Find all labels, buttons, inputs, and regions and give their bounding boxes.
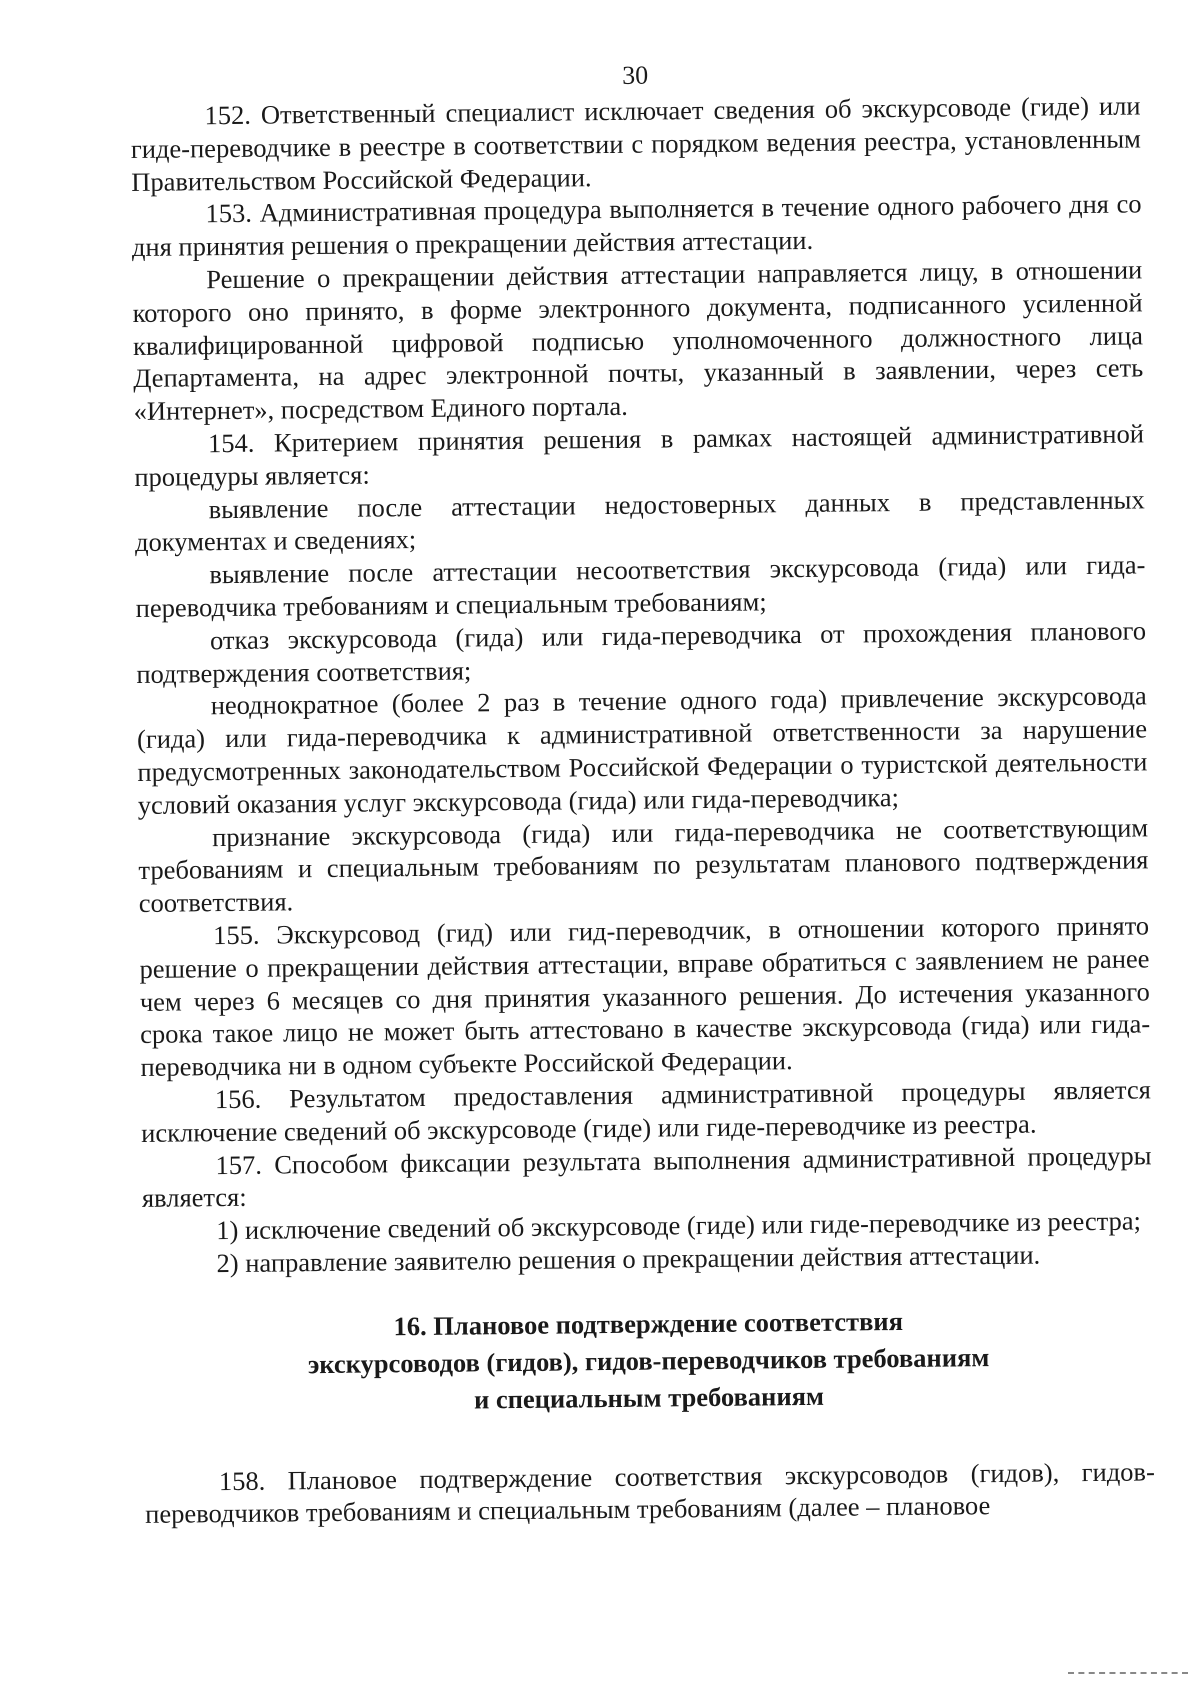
section-heading xyxy=(143,1300,1154,1422)
fixation-item-2: 2) направление заявителю решения о прекращении действия аттестации. xyxy=(216,1239,1041,1279)
paragraph-decision-sending: Решение о прекращении действия аттестации направляется лицу, в отношении которого оно принято, в форме электронного документа, подписанного усиленной квалифицированной цифровой подписью уполномоченного должностного лица Департамента, на адрес электронной почты, указанный в заявлении, через сеть «Интернет», посредством Единого портала. xyxy=(132,254,1144,427)
paragraph-157: 157. Способом фиксации результата выполнения административной процедуры является: xyxy=(141,1139,1152,1214)
criterion-item-3: отказ экскурсовода (гида) или гида-переводчика от прохождения планового подтверждения соответствия; xyxy=(136,615,1147,689)
criterion-item-2: выявление после аттестации несоответствия экскурсовода (гида) или гида-переводчика требованиям и специальным требованиям; xyxy=(135,549,1146,623)
criterion-item-4: неоднократное (более 2 раз в течение одного года) привлечение экскурсовода (гида) или гида-переводчика к административной ответственности за нарушение предусмотренных законодательством Российской Федерации о туристской деятельности условий оказания услуг экскурсовода (гида) или гида-переводчика; xyxy=(136,680,1148,820)
paragraph-155: 155. Экскурсовод (гид) или гид-переводчик, в отношении которого принято решение о прекращении действия аттестации, вправе обратиться с заявлением не ранее чем через 6 месяцев со дня принятия указанного решения. До истечения указанного срока такое лицо не может быть аттестовано в качестве экскурсовода (гида) или гида-переводчика ни в одном субъекте Российской Федерации. xyxy=(139,910,1151,1083)
section-heading-line-3: и специальным требованиям xyxy=(473,1380,825,1415)
paragraph-158: 158. Плановое подтверждение соответствия экскурсоводов (гидов), гидов-переводчиков требованиям и специальным требованиям (далее – плановое xyxy=(145,1456,1155,1530)
section-heading-line-2: экскурсоводов (гидов), гидов-переводчиков требованиям xyxy=(307,1341,990,1379)
paragraph-152: 152. Ответственный специалист исключает сведения об экскурсоводе (гиде) или гиде-переводчике в реестре в соответствии с порядком ведения реестра, установленным Правительством Российской Федерации. xyxy=(130,90,1142,197)
paragraph-154: 154. Критерием принятия решения в рамках настоящей административной процедуры является: xyxy=(134,418,1145,492)
criterion-item-1: выявление после аттестации недостоверных данных в представленных документах и сведениях; xyxy=(134,483,1145,558)
paragraph-156: 156. Результатом предоставления административной процедуры является исключение сведений об экскурсоводе (гиде) или гиде-переводчике из реестра. xyxy=(141,1074,1151,1148)
section-heading-line-1: 16. Плановое подтверждение соответствия xyxy=(393,1305,904,1341)
fixation-item-1: 1) исключение сведений об экскурсоводе (гиде) или гиде-переводчике из реестра; xyxy=(216,1205,1142,1246)
document-page xyxy=(130,51,1155,1531)
paragraph-153: 153. Административная процедура выполняется в течение одного рабочего дня со дня принятия решения о прекращении действия аттестации. xyxy=(131,188,1142,263)
page-number: 30 xyxy=(622,60,649,90)
criterion-item-5: признание экскурсовода (гида) или гида-переводчика не соответствующим требованиям и специальным требованиям по результатам планового подтверждения соответствия. xyxy=(138,811,1149,919)
scan-artifact xyxy=(1068,1672,1188,1678)
